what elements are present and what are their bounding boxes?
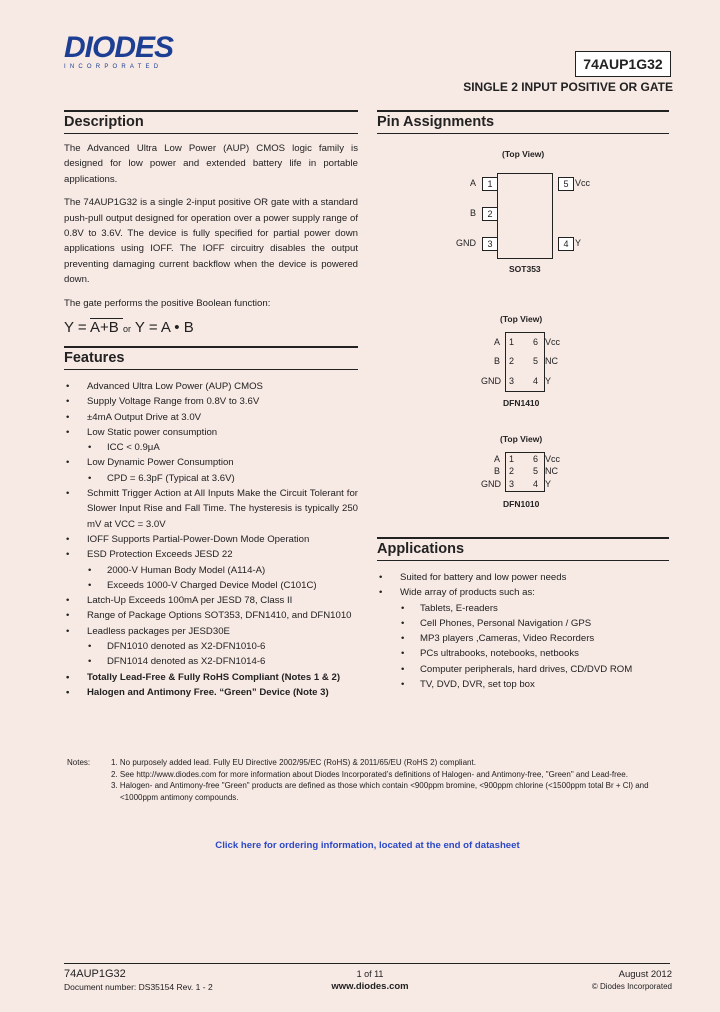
page-subtitle: SINGLE 2 INPUT POSITIVE OR GATE (463, 80, 673, 94)
list-item: • Exceeds 1000-V Charged Device Model (C101C) (64, 578, 358, 593)
pin-label: A (494, 454, 501, 464)
list-item: • Low Dynamic Power Consumption (64, 455, 358, 470)
pin-number: 4 (533, 479, 539, 489)
pin-number: 3 (509, 479, 515, 489)
list-item: • Leadless packages per JESD30E (64, 624, 358, 639)
list-item: • ICC < 0.9μA (64, 440, 358, 455)
list-item: • 2000-V Human Body Model (A114-A) (64, 563, 358, 578)
pin-label: Vcc (545, 454, 561, 464)
pin-label: GND (481, 479, 501, 489)
logo-word: DIODES (64, 31, 174, 64)
pin-number: 3 (482, 237, 498, 251)
pin-label: Y (575, 238, 582, 248)
applications-section (377, 537, 669, 692)
pin-number: 1 (509, 454, 515, 464)
pin-number: 6 (533, 337, 539, 347)
list-item: • ±4mA Output Drive at 3.0V (64, 410, 358, 425)
pin-label: Y (545, 376, 552, 386)
features-section (64, 346, 358, 700)
list-item: • Supply Voltage Range from 0.8V to 3.6V (64, 394, 358, 409)
list-item: • ESD Protection Exceeds JESD 22 (64, 547, 358, 562)
list-item: • Advanced Ultra Low Power (AUP) CMOS (64, 379, 358, 394)
pin-label: A (494, 337, 501, 347)
list-item: • Cell Phones, Personal Navigation / GPS (377, 616, 669, 631)
pin-number: 5 (558, 177, 574, 191)
pin-label: Vcc (575, 178, 591, 188)
note-1: 1. No purposely added lead. Fully EU Directive 2002/95/EC (RoHS) & 2011/65/EU (RoHS 2) compliant. (111, 758, 476, 767)
description-p1: The Advanced Ultra Low Power (AUP) CMOS logic family is designed for low power and extended battery life in portable applications. (64, 143, 358, 185)
note-3-continued: <1000ppm antimony compounds. (120, 792, 239, 802)
list-item: • Wide array of products such as: (377, 585, 669, 600)
top-view-label: (Top View) (500, 314, 543, 324)
ordering-info-link[interactable]: Click here for ordering information, located at the end of datasheet (215, 840, 520, 851)
list-item: • IOFF Supports Partial-Power-Down Mode Operation (64, 532, 358, 547)
pin-label: GND (456, 238, 476, 248)
features-title: Features (64, 346, 358, 370)
pin-number: 4 (558, 237, 574, 251)
diodes-logo (64, 33, 194, 73)
part-number-box: 74AUP1G32 (575, 51, 671, 77)
pin-label: Y (545, 479, 552, 489)
pin-number: 1 (482, 177, 498, 191)
pin-assignments-title: Pin Assignments (377, 110, 669, 134)
pin-label: B (470, 208, 477, 218)
pin-number: 2 (509, 466, 515, 476)
pin-number: 5 (533, 356, 539, 366)
overbar-expression: A+B (90, 318, 123, 336)
pin-number: 3 (509, 376, 515, 386)
pin-number: 1 (509, 337, 515, 347)
footer-copyright: © Diodes Incorporated (591, 982, 672, 991)
top-view-label: (Top View) (500, 434, 543, 444)
footer-page: 1 of 11 (356, 969, 384, 979)
pin-number: 2 (482, 207, 498, 221)
footer-rule (64, 963, 670, 964)
notes-label: Notes: (67, 758, 91, 767)
list-item: • DFN1014 denoted as X2-DFN1014-6 (64, 654, 358, 669)
logo-subtext: INCORPORATED (64, 64, 163, 70)
description-section (64, 110, 358, 339)
sot353-package (497, 173, 553, 259)
list-item: • Halogen and Antimony Free. “Green” Device (Note 3) (64, 685, 358, 700)
footer-date: August 2012 (618, 969, 672, 980)
pin-number: 6 (533, 454, 539, 464)
description-p2: The 74AUP1G32 is a single 2-input positive OR gate with a standard push-pull output designed for operation over a power supply range of 0.8V to 3.6V. The device is fully specified for partial power down applications using IOFF. The IOFF circuitry disables the output preventing damaging current backflow when the device is powered down. (64, 197, 358, 286)
list-item: • Tablets, E-readers (377, 601, 669, 616)
list-item: • DFN1010 denoted as X2-DFN1010-6 (64, 639, 358, 654)
top-view-label: (Top View) (502, 149, 545, 159)
applications-list (377, 570, 669, 692)
pin-assignments-section (377, 110, 669, 134)
pin-label: Vcc (545, 337, 561, 347)
package-name: SOT353 (509, 264, 541, 274)
list-item: • CPD = 6.3pF (Typical at 3.6V) (64, 471, 358, 486)
list-item: • TV, DVD, DVR, set top box (377, 677, 669, 692)
pin-label: NC (545, 356, 558, 366)
package-name: DFN1010 (503, 499, 540, 509)
pin-label: NC (545, 466, 558, 476)
notes-body (111, 757, 671, 803)
package-name: DFN1410 (503, 398, 540, 408)
list-item: • Low Static power consumption (64, 425, 358, 440)
list-item: • MP3 players ,Cameras, Video Recorders (377, 631, 669, 646)
pin-number: 4 (533, 376, 539, 386)
list-item: • PCs ultrabooks, notebooks, netbooks (377, 646, 669, 661)
list-item: • Range of Package Options SOT353, DFN1410, and DFN1010 (64, 608, 358, 623)
list-item: • Suited for battery and low power needs (377, 570, 669, 585)
note-2: 2. See http://www.diodes.com for more information about Diodes Incorporated’s definitions of Halogen- and Antimony-free, "Green" and Lead-free. (111, 769, 628, 779)
list-item: • Latch-Up Exceeds 100mA per JESD 78, Class II (64, 593, 358, 608)
pin-label: B (494, 356, 501, 366)
footer-docnum: Document number: DS35154 Rev. 1 - 2 (64, 982, 213, 992)
pin-number: 2 (509, 356, 515, 366)
footer-part: 74AUP1G32 (64, 968, 126, 980)
features-list (64, 379, 358, 700)
applications-title: Applications (377, 537, 669, 561)
list-item: • Computer peripherals, hard drives, CD/DVD ROM (377, 662, 669, 677)
note-3: 3. Halogen- and Antimony-free "Green" products are defined as those which contain <900ppm bromine, <900ppm chlorine (<1500ppm total Br + Cl) and (111, 781, 649, 790)
pin-label: A (470, 178, 477, 188)
description-title: Description (64, 110, 358, 134)
description-p3: The gate performs the positive Boolean function: (64, 297, 271, 309)
list-item: • Schmitt Trigger Action at All Inputs Make the Circuit Tolerant for Slower Input Rise and Fall Time. The hysteresis is typically 250 mV at VCC = 3.0V (64, 486, 358, 532)
pin-label: B (494, 466, 501, 476)
boolean-equation: Y = A+B or Y = A • B (64, 319, 194, 337)
pin-label: GND (481, 376, 501, 386)
list-item: • Totally Lead-Free & Fully RoHS Compliant (Notes 1 & 2) (64, 670, 358, 685)
pin-number: 5 (533, 466, 539, 476)
footer-url[interactable]: www.diodes.com (331, 981, 409, 992)
